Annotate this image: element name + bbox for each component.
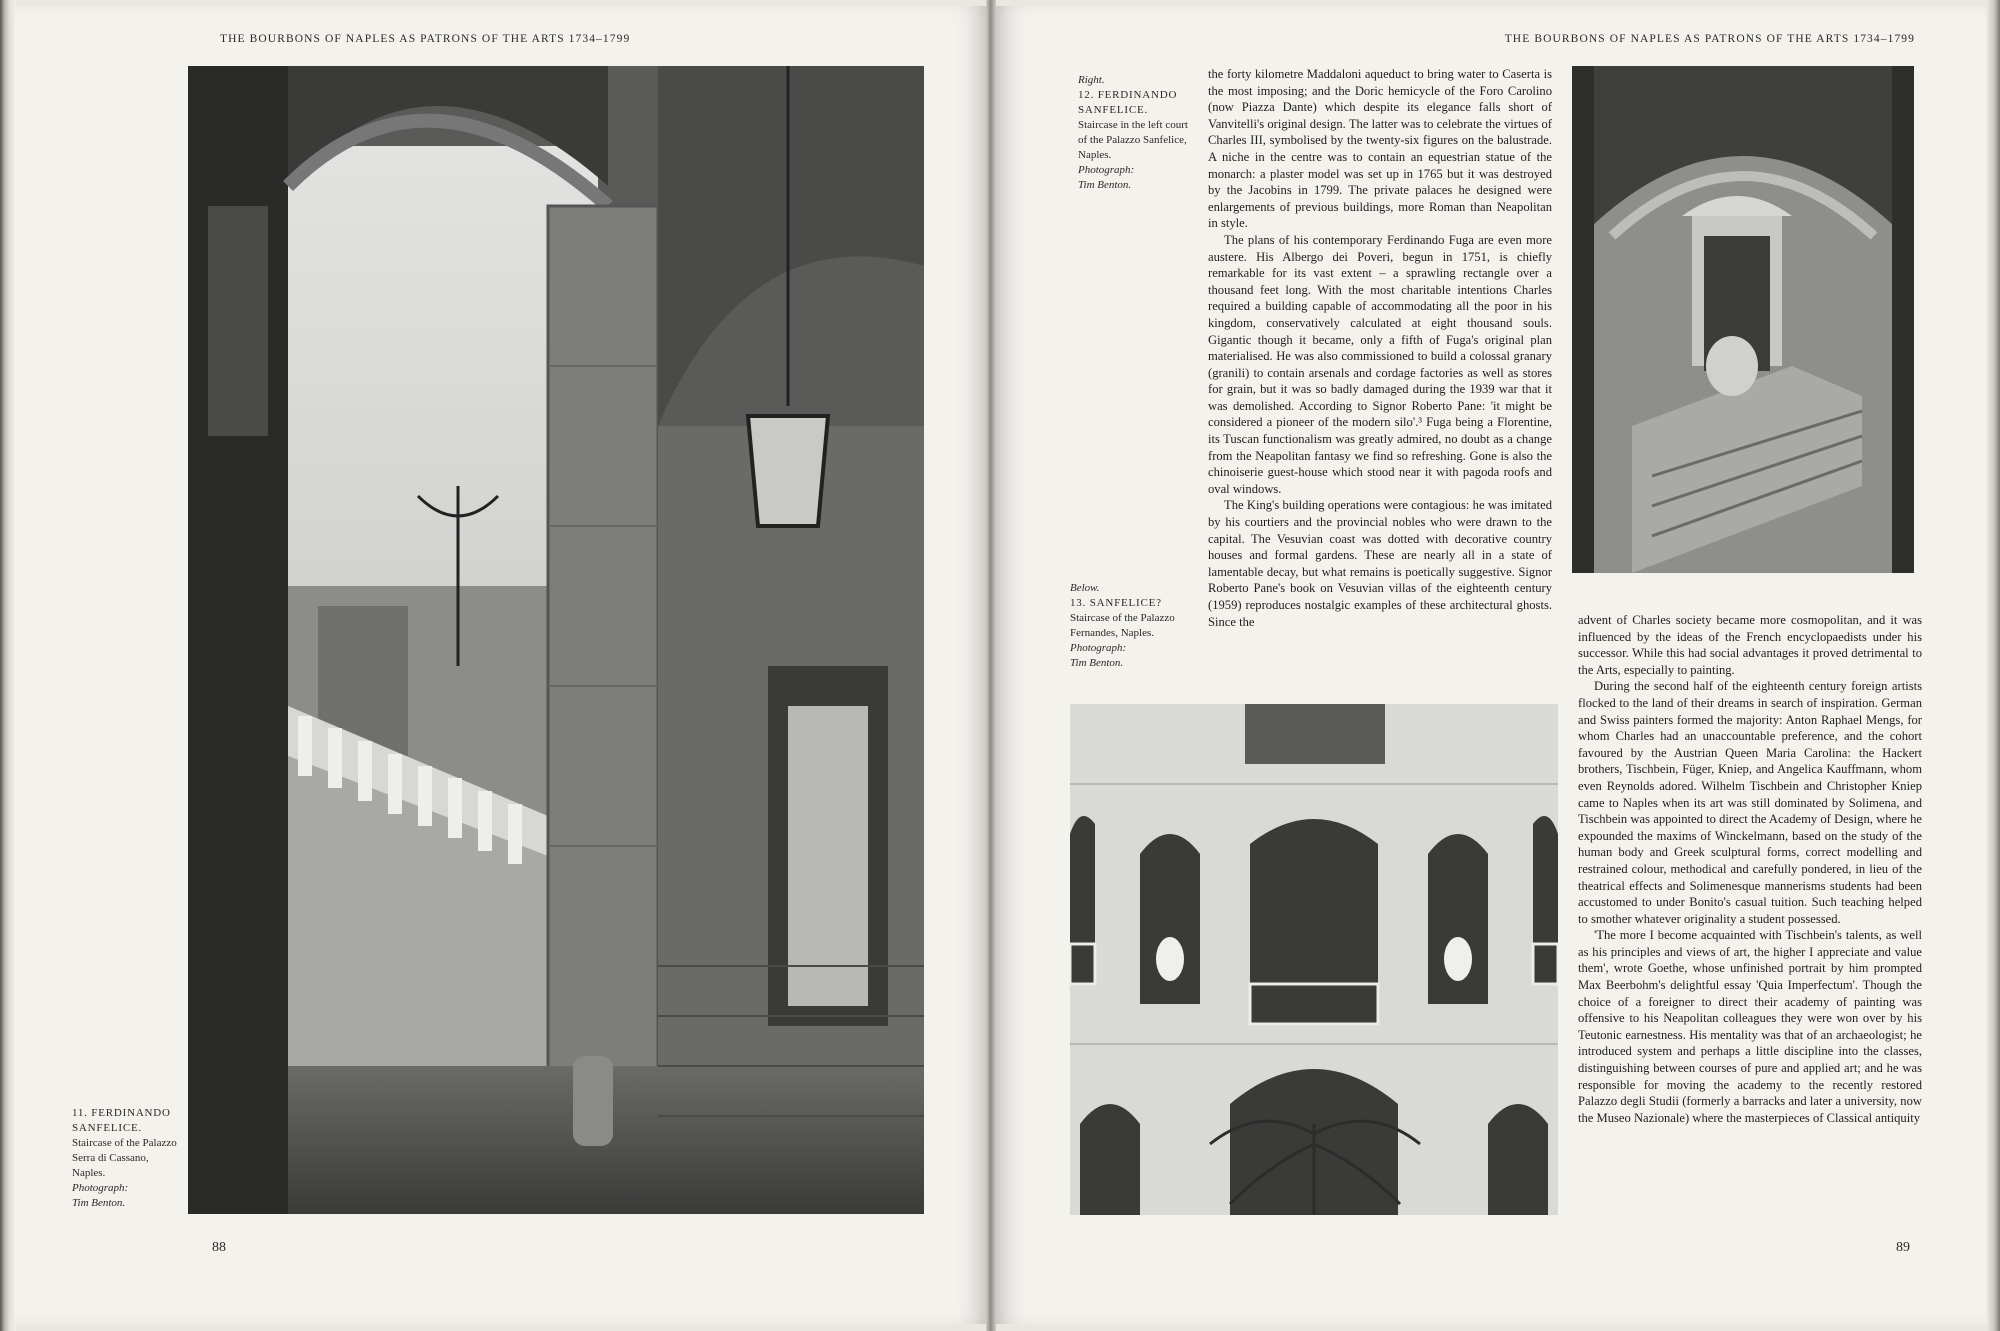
body-column-middle xyxy=(1208,66,1552,630)
running-head-left: THE BOURBONS OF NAPLES AS PATRONS OF THE ARTS 1734–1799 xyxy=(220,33,631,45)
photo-staircase-palazzo-fernandes xyxy=(1070,704,1558,1215)
paragraph: 'The more I become acquainted with Tischbein's talents, as well as his principles and views of art, the higher I appreciate and value them', wrote Goethe, whose unfinished portrait by him prompted Max Beerbohm's delightful essay 'Quia Imperfectum'. Though the choice of a foreigner to direct their academy of painting was offensive to his Neapolitan colleagues they were won over by his Teutonic earnestness. His mentality was that of an archaeologist; he introduced system and perhaps a little discipline into the classes, distinguishing between courses of pure and applied art; and he was responsible for moving the academy to the recently restored Palazzo degli Studii (formerly a barracks and later a university, now the Museo Nazionale) where the masterpieces of Classical antiquity xyxy=(1578,928,1922,1125)
page-number-left: 88 xyxy=(212,1240,226,1255)
caption-12-description: Staircase in the left court of the Palazzo Sanfelice, Naples. xyxy=(1078,119,1188,161)
photo-staircase-serra-di-cassano xyxy=(188,66,924,1214)
caption-13-description: Staircase of the Palazzo Fernandes, Naples. xyxy=(1070,612,1175,639)
caption-11-number: 11. FERDINANDO SANFELICE. xyxy=(72,1107,171,1134)
paragraph: During the second half of the eighteenth century foreign artists flocked to the land of their dreams in search of inspiration. German and Swiss painters formed the majority: Anton Raphael Mengs, for whom Charles had an unaccountable preference, and the cohort favoured by the Austrian Queen Maria Carolina: the Hackert brothers, Tischbein, Füger, Kniep, and Angelica Kauffmann, whom even Reynolds adored. Wilhelm Tischbein and Christopher Kniep came to Naples when its art was still dominated by Solimena, and Tischbein was appointed to direct the Academy of Design, where he expounded the maxims of Winckelmann, based on the study of the human body and Greek sculptural forms, correct modelling and restrained colour, methodical and carefully pondered, in lieu of the theatrical effects and Solimenesque mannerisms students had been accustomed to under Bonito's casual tuition. Such teaching helped to smother whatever originality a student possessed. xyxy=(1578,679,1922,926)
caption-12-number: 12. FERDINANDO SANFELICE. xyxy=(1078,89,1178,116)
caption-11-description: Staircase of the Palazzo Serra di Cassano, Naples. xyxy=(72,1137,177,1179)
paragraph: advent of Charles society became more cosmopolitan, and it was influenced by the ideas of the French encyclopaedists under his successor. While this had social advantages it proved detrimental to the Arts, especially to painting. xyxy=(1578,613,1922,677)
body-column-right xyxy=(1578,612,1922,1126)
caption-13-number: 13. SANFELICE? xyxy=(1070,597,1162,609)
paragraph: The plans of his contemporary Ferdinando Fuga are even more austere. His Albergo dei Poveri, begun in 1751, is chiefly remarkable for its vast extent – a sprawling rectangle over a thousand feet long. With the most charitable intentions Charles required a building capable of accommodating all the poor in his kingdom, conservatively calculated at eight thousand souls. Gigantic though it became, only a fifth of Fuga's original plan materialised. He was also commissioned to build a colossal granary (granili) to contain arsenals and cordage factories as well as stores for grain, but it was so badly damaged during the 1939 war that it was demolished. According to Signor Roberto Pane: 'it might be considered a pioneer of the modern silo'.³ Fuga being a Florentine, its Tuscan functionalism was greatly admired, no doubt as a change from the Neapolitan fantasy we find so refreshing. Gone is also the chinoiserie guest-house which stood near it with pagoda roofs and oval windows. xyxy=(1208,232,1552,496)
caption-13-credit: Tim Benton. xyxy=(1070,657,1124,669)
caption-12-lead: Right. xyxy=(1078,74,1105,86)
caption-11-credit: Tim Benton. xyxy=(72,1197,126,1209)
caption-12-credit-label: Photograph: xyxy=(1078,164,1135,176)
photo-staircase-palazzo-sanfelice xyxy=(1572,66,1914,573)
page-edge-right xyxy=(1986,0,2000,1331)
paragraph: the forty kilometre Maddaloni aqueduct to bring water to Caserta is the most imposing; and the Doric hemicycle of the Foro Carolino (now Piazza Dante) which despite its elegance falls short of Vanvitelli's original design. The latter was to celebrate the virtues of Charles III, symbolised by the twenty-six figures on the balustrade. A niche in the centre was to contain an equestrian statue of the monarch: a plaster model was set up in 1765 but it was destroyed by the Jacobins in 1799. The private palaces he designed were enlargements of previous buildings, more Roman than Neapolitan in style. xyxy=(1208,67,1552,231)
caption-13-lead: Below. xyxy=(1070,582,1100,594)
caption-fig-11 xyxy=(72,1106,182,1211)
page-number-right: 89 xyxy=(1896,1240,1910,1255)
caption-fig-12 xyxy=(1078,73,1188,193)
page-gutter xyxy=(986,0,996,1331)
caption-fig-13 xyxy=(1070,581,1180,671)
running-head-right: THE BOURBONS OF NAPLES AS PATRONS OF THE ARTS 1734–1799 xyxy=(1504,33,1915,45)
paragraph: The King's building operations were contagious: he was imitated by his courtiers and the provincial nobles who were drawn to the capital. The Vesuvian coast was dotted with decorative country houses and formal gardens. These are nearly all in a state of lamentable decay, but what remains is poetically suggestive. Signor Roberto Pane's book on Vesuvian villas of the eighteenth century (1959) reproduces nostalgic examples of these architectural ghosts. Since the xyxy=(1208,498,1552,629)
caption-13-credit-label: Photograph: xyxy=(1070,642,1127,654)
caption-12-credit: Tim Benton. xyxy=(1078,179,1132,191)
caption-11-credit-label: Photograph: xyxy=(72,1182,129,1194)
